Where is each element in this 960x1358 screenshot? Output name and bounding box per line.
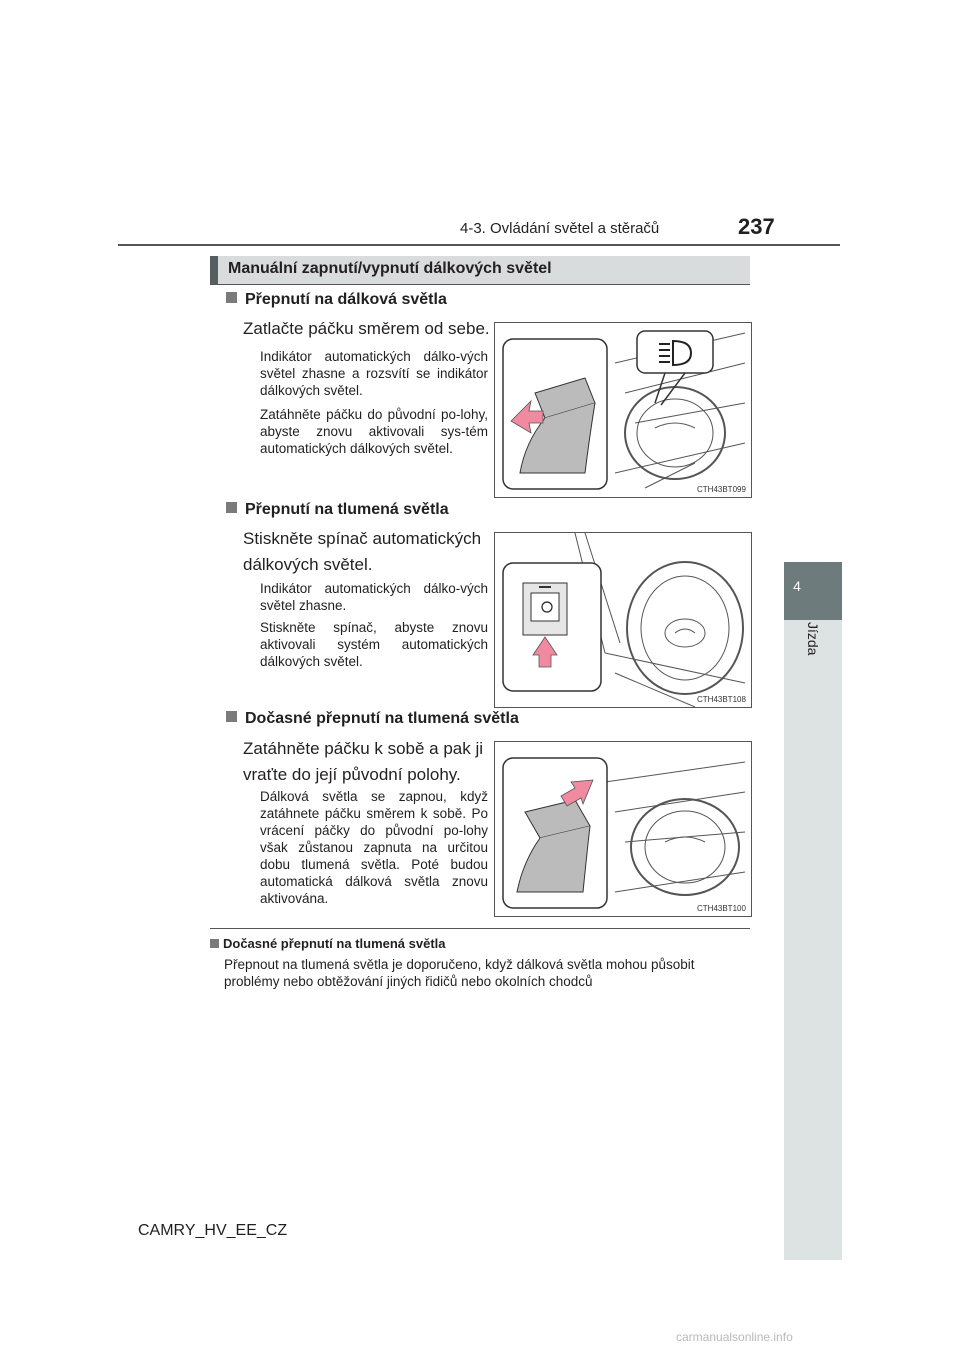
chapter-title: 4-3. Ovládání světel a stěračů (460, 220, 660, 237)
watermark: carmanualsonline.info (676, 1330, 793, 1344)
item-note: Dálková světla se zapnou, když zatáhnete páčku směrem k sobě. Po vrácení páčky do původní po-lohy však zůstanou zapnuta na určitou dobu tlumená světla. Poté budou automatická dálková světla znovu aktivována. (260, 789, 488, 906)
info-text: Přepnout na tlumená světla je doporučeno, když dálková světla mohou působit problémy nebo obtěžování jiných řidičů nebo okolních chodců (224, 957, 695, 989)
item-heading-text: Přepnutí na dálková světla (245, 291, 447, 308)
item-note: Indikátor automatických dálko-vých světel zhasne a rozsvítí se indikátor dálkových světel. (260, 349, 488, 398)
item-heading (226, 501, 449, 519)
chapter-tab-label (784, 622, 842, 682)
square-bullet-icon (226, 502, 237, 513)
chapter-tab-number: 4 (793, 578, 801, 594)
header-rule (118, 244, 840, 246)
item-heading-text: Přepnutí na tlumená světla (245, 501, 449, 518)
section-underline (210, 284, 750, 285)
figure-lever-push (494, 322, 752, 498)
section-title: Manuální zapnutí/vypnutí dálkových světel (228, 260, 552, 277)
item-heading (226, 710, 519, 728)
figure-code: CTH43BT108 (697, 695, 746, 704)
section-title-accent (210, 256, 218, 284)
model-code: CAMRY_HV_EE_CZ (138, 1222, 288, 1239)
info-rule (210, 928, 750, 929)
item-heading-text: Dočasné přepnutí na tlumená světla (245, 710, 519, 727)
lever-push-illustration (495, 323, 751, 497)
item-note: Stiskněte spínač, abyste znovu aktivovali systém automatických dálkových světel. (260, 620, 488, 669)
item-instruction: Stiskněte spínač automatických dálkových světel. (243, 529, 482, 574)
figure-lever-pull (494, 741, 752, 917)
figure-auto-high-beam-switch (494, 532, 752, 708)
figure-code: CTH43BT099 (697, 485, 746, 494)
info-heading (210, 936, 446, 951)
item-note: Indikátor automatických dálko-vých světel zhasne. (260, 581, 488, 613)
chapter-tab-strip (784, 620, 842, 1260)
info-heading-text: Dočasné přepnutí na tlumená světla (223, 936, 446, 951)
item-instruction: Zatáhněte páčku k sobě a pak ji vraťte do její původní polohy. (243, 739, 484, 784)
square-bullet-icon (226, 292, 237, 303)
lever-pull-illustration (495, 742, 751, 916)
page-number: 237 (738, 214, 775, 239)
item-note: Zatáhněte páčku do původní po-lohy, abyste znovu aktivovali sys-tém automatických dálkových světel. (260, 407, 488, 456)
figure-code: CTH43BT100 (697, 904, 746, 913)
item-heading (226, 291, 447, 309)
square-bullet-icon (210, 939, 219, 948)
item-instruction: Zatlačte páčku směrem od sebe. (243, 319, 490, 338)
switch-press-illustration (495, 533, 751, 707)
square-bullet-icon (226, 711, 237, 722)
chapter-tab-label-text: Jízda (805, 622, 821, 656)
